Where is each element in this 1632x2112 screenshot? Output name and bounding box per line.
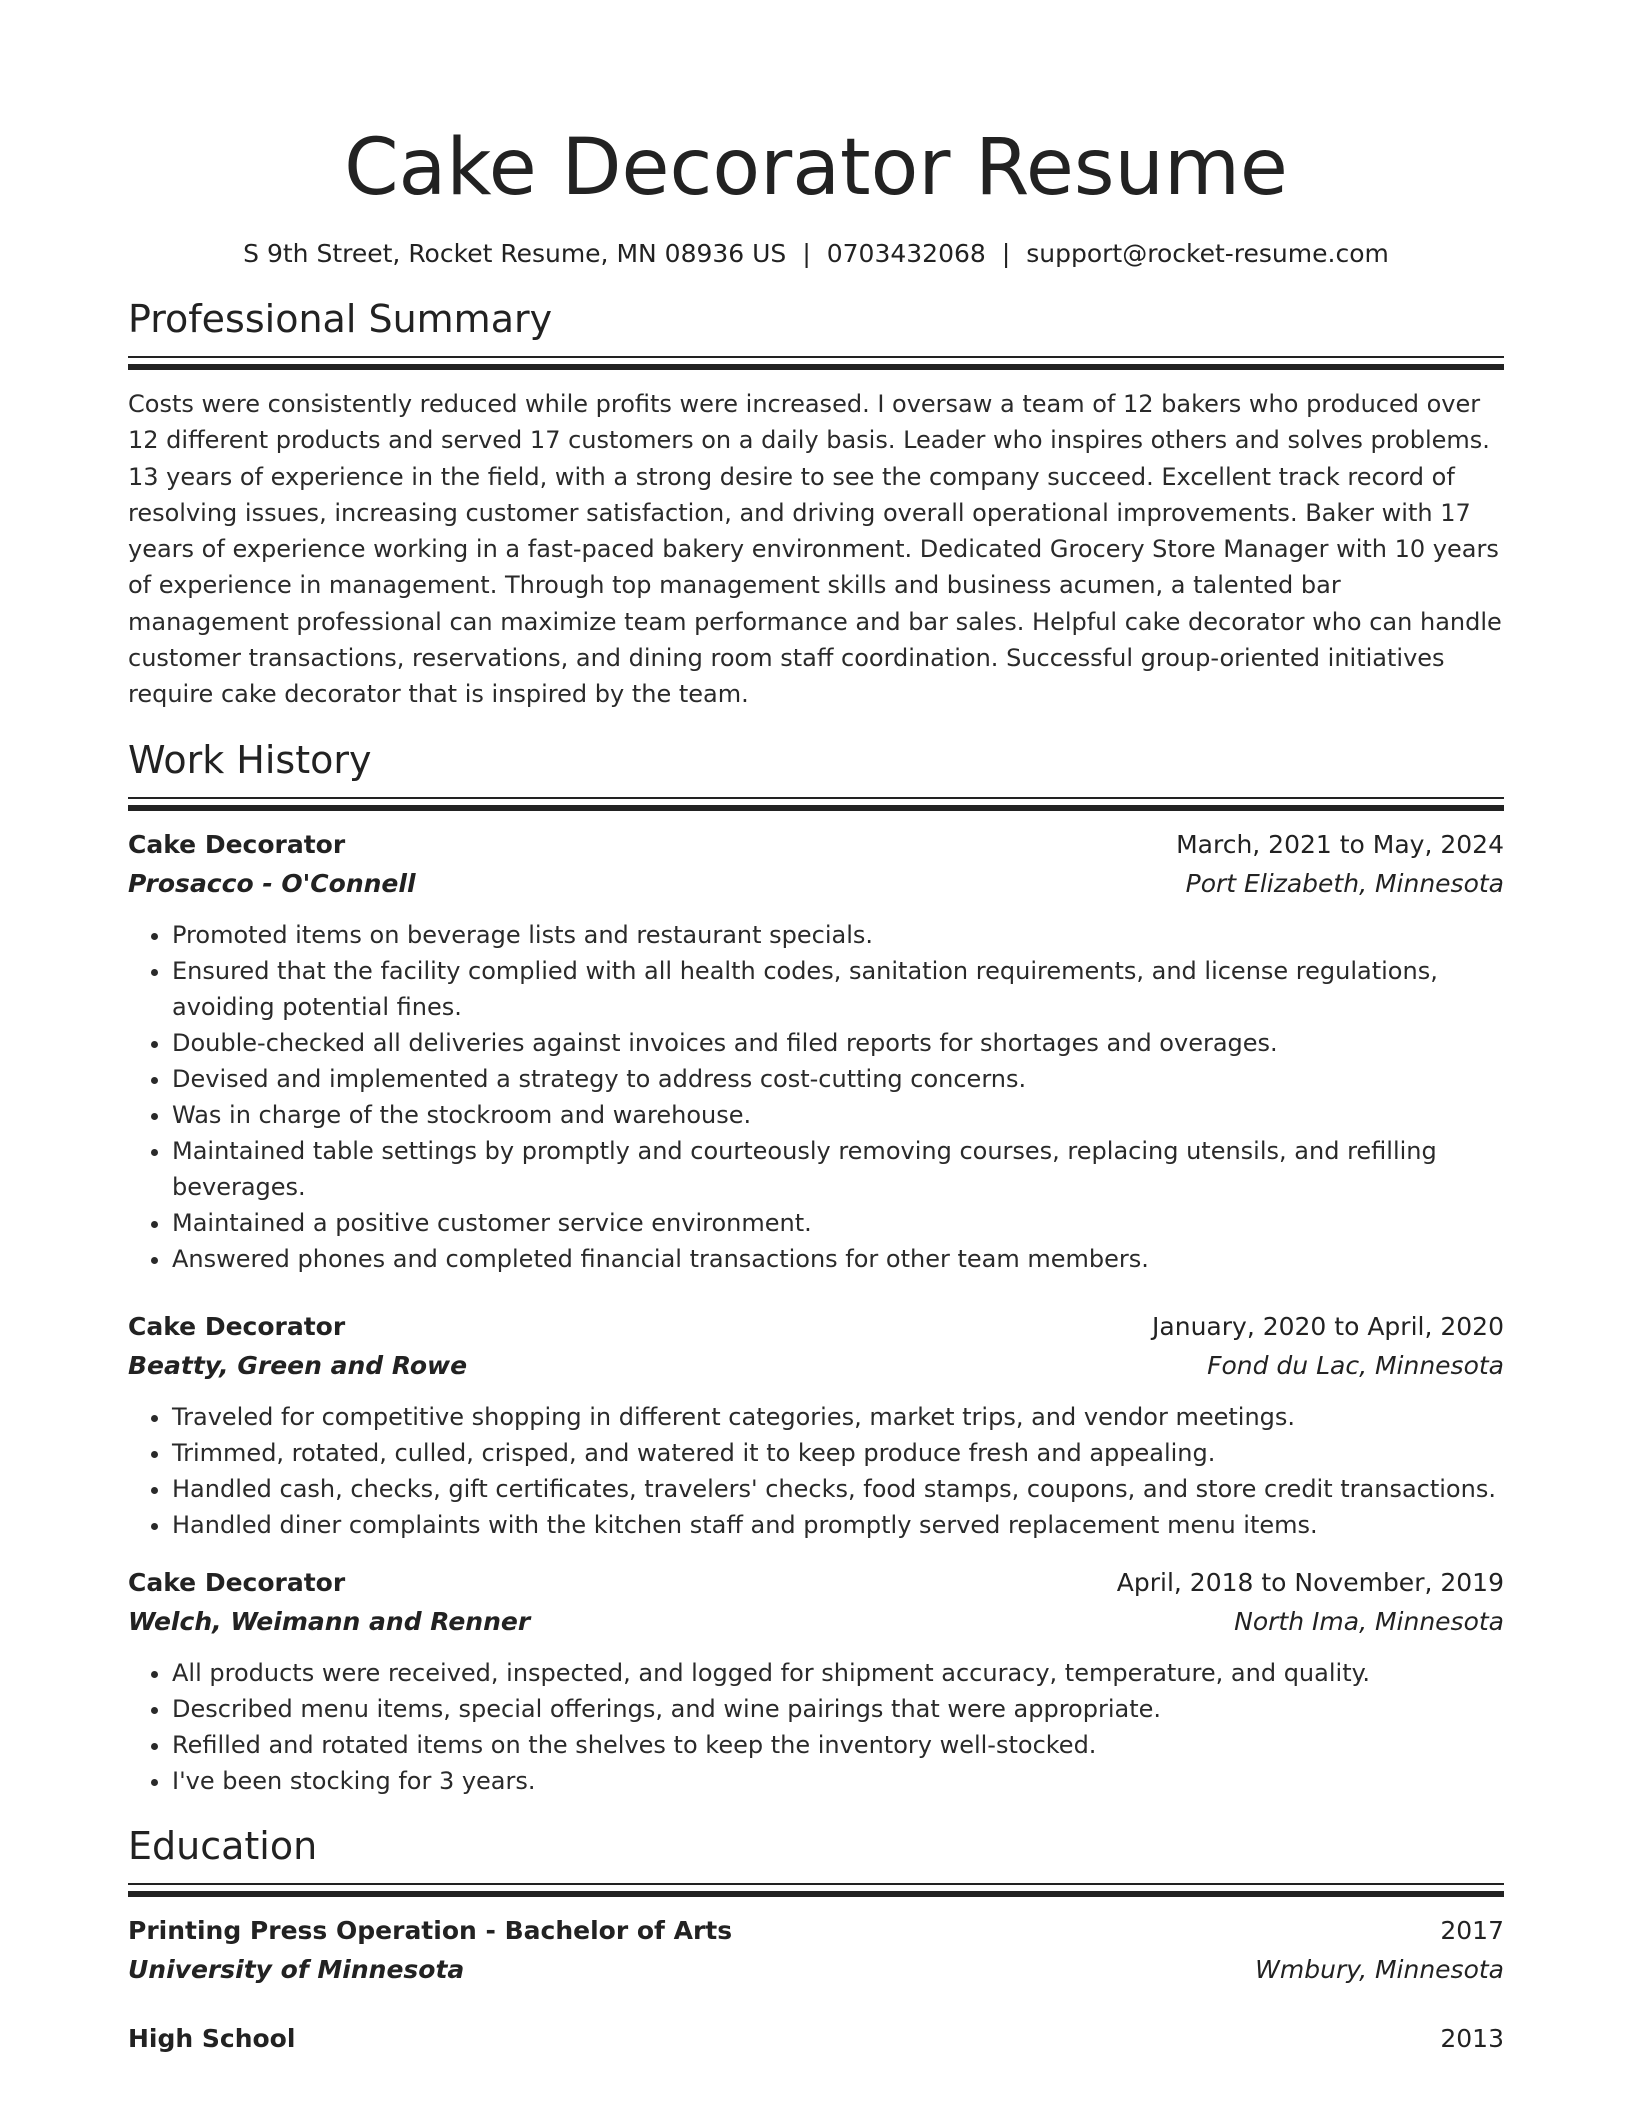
section-rule-thin [128, 356, 1504, 358]
job-dates: March, 2021 to May, 2024 [1176, 829, 1504, 859]
job-header-row [128, 1307, 1504, 1347]
job-bullet: • Was in charge of the stockroom and warehouse. [172, 1097, 1504, 1133]
job-bullet: • Ensured that the facility complied with all health codes, sanitation requirements, and license regulations, avoiding potential fines. [172, 953, 1504, 1025]
resume-page [128, 0, 1504, 2059]
contact-address: S 9th Street, Rocket Resume, MN 08936 US [243, 239, 787, 268]
job-entry [128, 825, 1504, 1277]
section-heading-education: Education [128, 1823, 318, 1868]
job-company-row [128, 865, 1504, 903]
education-section [128, 1821, 1504, 2059]
education-header-row [128, 1911, 1504, 1951]
job-location: Port Elizabeth, Minnesota [1185, 868, 1504, 898]
job-bullet: • Devised and implemented a strategy to address cost-cutting concerns. [172, 1061, 1504, 1097]
job-bullet: • Handled cash, checks, gift certificates, travelers' checks, food stamps, coupons, and store credit transactions. [172, 1471, 1504, 1507]
job-dates: April, 2018 to November, 2019 [1116, 1567, 1504, 1597]
section-heading-summary: Professional Summary [128, 297, 553, 341]
summary-section [128, 294, 1504, 713]
job-bullet: • Handled diner complaints with the kitchen staff and promptly served replacement menu items. [172, 1507, 1504, 1543]
job-bullet: • All products were received, inspected, and logged for shipment accuracy, temperature, and quality. [172, 1655, 1504, 1691]
job-bullet: • Refilled and rotated items on the shelves to keep the inventory well-stocked. [172, 1727, 1504, 1763]
education-year: 2017 [1440, 1915, 1504, 1945]
job-bullet: • Maintained a positive customer service environment. [172, 1205, 1504, 1241]
contact-separator: | [802, 239, 811, 268]
education-degree: High School [128, 2023, 296, 2053]
education-school-row [128, 1951, 1504, 1989]
contact-phone: 0703432068 [826, 239, 986, 268]
job-bullet-list [128, 917, 1504, 1277]
job-title: Cake Decorator [128, 1311, 346, 1341]
education-header-row [128, 2019, 1504, 2059]
job-dates: January, 2020 to April, 2020 [1152, 1311, 1504, 1341]
summary-text: Costs were consistently reduced while profits were increased. I oversaw a team of 12 bakers who produced over 12 different products and served 17 customers on a daily basis. Leader who inspires others and solves problems. 13 years of experience in the field, with a strong desire to see the company succeed. Excellent track record of resolving issues, increasing customer satisfaction, and driving overall operational improvements. Baker with 17 years of experience working in a fast-paced bakery environment. Dedicated Grocery Store Manager with 10 years of experience in management. Through top management skills and business acumen, a talented bar management professional can maximize team performance and bar sales. Helpful cake decorator who can handle customer transactions, reservations, and dining room staff coordination. Successful group-oriented initiatives require cake decorator that is inspired by the team. [128, 390, 1502, 709]
section-heading-work-history: Work History [128, 737, 372, 782]
job-entry [128, 1307, 1504, 1543]
job-bullet: • Answered phones and completed financial transactions for other team members. [172, 1241, 1504, 1277]
job-bullet: • Trimmed, rotated, culled, crisped, and watered it to keep produce fresh and appealing. [172, 1435, 1504, 1471]
job-company: Welch, Weimann and Renner [128, 1606, 531, 1636]
job-bullet-list [128, 1399, 1504, 1543]
job-company: Beatty, Green and Rowe [128, 1350, 468, 1380]
job-entry [128, 1563, 1504, 1799]
education-degree: Printing Press Operation - Bachelor of Arts [128, 1915, 733, 1945]
job-header-row [128, 825, 1504, 865]
job-bullet: • I've been stocking for 3 years. [172, 1763, 1504, 1799]
job-bullet: • Described menu items, special offerings, and wine pairings that were appropriate. [172, 1691, 1504, 1727]
section-rule-thin [128, 1883, 1504, 1885]
job-company-row [128, 1347, 1504, 1385]
education-entry [128, 1911, 1504, 1989]
job-title: Cake Decorator [128, 1567, 346, 1597]
job-header-row [128, 1563, 1504, 1603]
job-bullet: • Promoted items on beverage lists and restaurant specials. [172, 917, 1504, 953]
job-bullet: • Maintained table settings by promptly and courteously removing courses, replacing utensils, and refilling beverages. [172, 1133, 1504, 1205]
resume-title: Cake Decorator Resume [344, 123, 1288, 213]
job-bullet-list [128, 1655, 1504, 1799]
job-title: Cake Decorator [128, 829, 346, 859]
education-entry [128, 2019, 1504, 2059]
contact-email: support@rocket-resume.com [1026, 239, 1389, 268]
job-company: Prosacco - O'Connell [128, 868, 416, 898]
work-history-section [128, 735, 1504, 1799]
education-year: 2013 [1440, 2023, 1504, 2053]
section-rule-thin [128, 797, 1504, 799]
section-rule-thick [128, 1891, 1504, 1897]
job-bullet: • Double-checked all deliveries against invoices and filed reports for shortages and overages. [172, 1025, 1504, 1061]
contact-line [128, 236, 1504, 272]
job-company-row [128, 1603, 1504, 1641]
education-school: University of Minnesota [128, 1954, 465, 1984]
job-location: Fond du Lac, Minnesota [1207, 1350, 1504, 1380]
job-bullet: • Traveled for competitive shopping in different categories, market trips, and vendor meetings. [172, 1399, 1504, 1435]
job-location: North Ima, Minnesota [1234, 1606, 1504, 1636]
section-rule-thick [128, 805, 1504, 811]
section-rule-thick [128, 364, 1504, 370]
contact-separator: | [1001, 239, 1011, 268]
education-location: Wmbury, Minnesota [1255, 1954, 1504, 1984]
